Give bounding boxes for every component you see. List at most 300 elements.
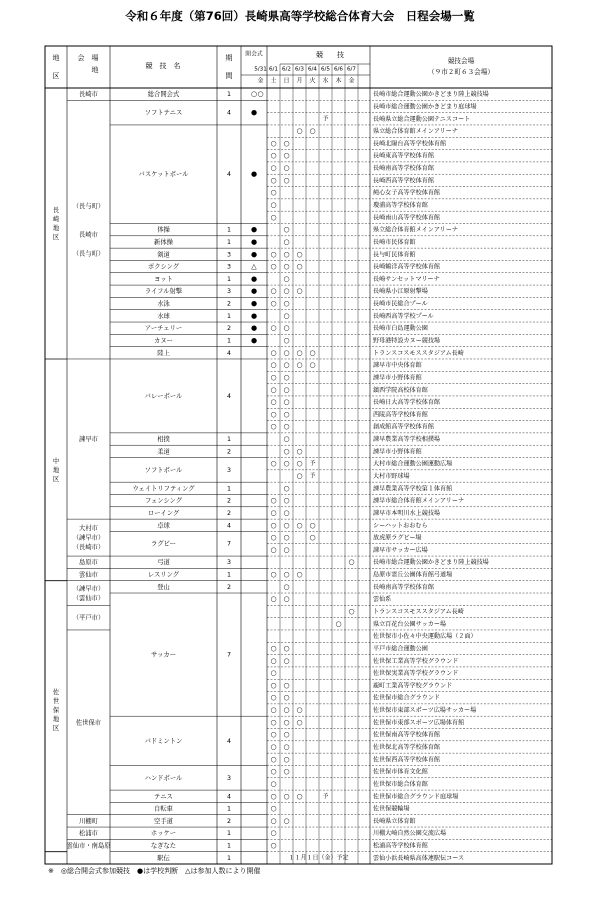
event-day-mark: ○	[348, 558, 355, 567]
event-day-mark: ○	[296, 521, 303, 530]
event-day-mark: ○	[296, 348, 303, 357]
sport-days: 7	[226, 540, 232, 548]
event-day-mark: ○	[270, 669, 277, 678]
event-day-mark: ○	[296, 447, 303, 456]
event-day-mark: ○	[283, 644, 290, 653]
event-day-mark: ○	[296, 250, 303, 259]
city-name: 諫早市	[79, 436, 98, 444]
venue-name: 長崎日大高等学校体育館	[373, 399, 441, 407]
sport-name: 体操	[157, 226, 170, 234]
venue-name: 長崎県立総合運動公園テニスコート	[373, 115, 471, 123]
sport-name: レスリング	[147, 571, 180, 579]
event-day-mark: ○	[270, 742, 277, 751]
venue-name: 諫早市総合体育館メインアリーナ	[373, 497, 465, 505]
header-weekday: 月	[296, 77, 303, 85]
event-day-mark: ○	[270, 792, 277, 801]
event-day-mark: ○	[283, 730, 290, 739]
event-day-mark: ○	[283, 225, 290, 234]
header-days: 期	[225, 54, 233, 62]
venue-name: 長崎県小江原射撃場	[373, 288, 428, 296]
venue-name: 雲仙小浜長崎県高体連駅伝コース	[373, 854, 465, 862]
sport-days: 4	[226, 109, 232, 117]
page-title: 令和６年度（第76回）長崎県高等学校総合体育大会 日程会場一覧	[125, 9, 475, 23]
opening-mark: ●	[250, 336, 258, 345]
venue-name: 長崎市総合運動公園かきどまり陸上競技場	[373, 91, 489, 99]
event-day-mark: ○	[283, 545, 290, 554]
area-label: 地	[52, 716, 60, 724]
sport-name: 登山	[157, 583, 170, 591]
venue-name: 県立総合体育館メインアリーナ	[373, 128, 458, 136]
event-day-mark: ○	[296, 262, 303, 271]
sport-days: 1	[226, 485, 232, 493]
venue-name: 諫早市中央体育館	[373, 362, 422, 370]
area-label: 長	[52, 206, 60, 214]
event-day-mark: ○	[270, 595, 277, 604]
sport-days: 3	[226, 466, 232, 474]
venue-name: 長崎県立体育館	[373, 817, 416, 825]
event-day-mark: ○	[270, 656, 277, 665]
event-day-mark: ○	[296, 472, 303, 480]
reserve-mark: 予	[309, 460, 316, 468]
venue-name: 長崎南高等学校体育館	[373, 165, 434, 173]
event-day-mark: ○	[283, 422, 290, 431]
row-note: １１月１日（金）予定	[288, 854, 349, 862]
event-day-mark: ○	[270, 718, 277, 727]
venue-name: 佐世保実業高等学校グラウンド	[373, 670, 459, 678]
header-date: 6/7	[346, 66, 357, 73]
event-day-mark: ○	[270, 299, 277, 308]
event-day-mark: ○	[283, 262, 290, 271]
event-day-mark: ○	[283, 521, 290, 530]
sport-name: 自転車	[154, 805, 173, 813]
event-day-mark: ○	[270, 410, 277, 419]
header-venue-title: 競技会場	[447, 57, 475, 65]
sport-days: 4	[226, 392, 232, 400]
area-label: 中	[52, 457, 60, 465]
venue-name: 諫早市サッカー広場	[373, 546, 428, 554]
header-weekday: 金	[348, 77, 355, 85]
sport-days: 2	[226, 300, 232, 308]
header-days: 間	[225, 72, 233, 80]
header-weekday: 土	[270, 77, 277, 85]
event-day-mark: ○	[283, 767, 290, 776]
venue-name: 佐世保工業高等学校グラウンド	[373, 657, 459, 665]
opening-mark: ○	[250, 90, 258, 99]
header-weekday: 日	[283, 77, 290, 85]
sport-name: ローイング	[147, 509, 180, 517]
venue-name: トランスコスモススタジアム長崎	[373, 349, 464, 357]
opening-mark: ●	[250, 311, 258, 320]
venue-name: 長与町民体育館	[373, 251, 416, 259]
sport-name: バレーボール	[144, 392, 183, 400]
venue-name: 佐世保市小佐々中央運動広場（２面）	[373, 633, 477, 641]
event-day-mark: ○	[309, 533, 316, 542]
city-name: 雲仙市・南島原	[66, 842, 111, 850]
sport-days: 7	[226, 651, 232, 659]
sport-name: 卓球	[157, 522, 170, 530]
sport-name: 空手道	[154, 817, 173, 825]
event-day-mark: ○	[283, 164, 290, 173]
event-day-mark: ○	[283, 570, 290, 579]
header-weekday: 金	[257, 77, 264, 85]
event-day-mark: ○	[296, 570, 303, 579]
event-day-mark: ○	[296, 718, 303, 727]
event-day-mark: ○	[283, 533, 290, 542]
sport-days: 1	[226, 571, 232, 579]
sport-name: 剣道	[157, 251, 170, 259]
sport-name: バドミントン	[144, 737, 183, 745]
city-name: （平戸市）	[72, 614, 105, 622]
area-label: 世	[52, 698, 60, 706]
venue-name: 長崎鶴洋高等学校体育館	[373, 263, 441, 271]
header-date: 6/5	[320, 66, 331, 73]
sport-days: 1	[226, 238, 232, 246]
sport-days: 2	[226, 325, 232, 333]
header-weekday: 火	[309, 77, 316, 85]
event-day-mark: ○	[270, 188, 277, 197]
venue-name: 佐世保市総合グラウンド	[373, 694, 441, 702]
header-venue-note: （９市２町６３会場）	[428, 68, 494, 76]
event-day-mark: ○	[283, 718, 290, 727]
event-day-mark: ○	[270, 779, 277, 788]
header-city: 地	[91, 66, 99, 74]
venue-name: 長崎南山高等学校体育館	[373, 214, 441, 222]
header-area: 地	[52, 54, 60, 62]
sport-days: 1	[226, 226, 232, 234]
sport-name: 水泳	[157, 300, 170, 308]
venue-name: 大村市野球場	[373, 473, 410, 480]
event-day-mark: ○	[257, 90, 264, 99]
city-name: 佐世保市	[75, 719, 102, 727]
event-day-mark: ○	[270, 841, 277, 850]
city-name: （諫早市）	[72, 534, 105, 542]
event-day-mark: ○	[270, 804, 277, 813]
sport-name: 弓道	[157, 559, 170, 567]
event-day-mark: ○	[283, 582, 290, 591]
event-day-mark: ○	[283, 693, 290, 702]
sport-name: ソフトテニス	[144, 109, 183, 117]
venue-name: 大村市総合運動公園運動広場	[373, 460, 453, 468]
venue-name: 県立総合体育館メインアリーナ	[373, 226, 458, 234]
venue-name: 西陵高等学校体育館	[373, 411, 428, 419]
venue-name: 長崎東高等学校体育館	[373, 152, 434, 160]
event-day-mark: ○	[270, 508, 277, 517]
venue-name: 諫早農業高等学校第１体育館	[373, 485, 453, 493]
event-day-mark: ○	[348, 607, 355, 616]
venue-name: 佐世保南高等学校体育館	[373, 731, 441, 739]
header-weekday: 水	[322, 77, 329, 85]
event-day-mark: ○	[283, 484, 290, 493]
opening-mark: ●	[250, 170, 258, 179]
event-day-mark: ○	[309, 127, 316, 136]
opening-mark: ●	[250, 287, 258, 296]
event-day-mark: ○	[309, 521, 316, 530]
sport-name: アーチェリー	[144, 325, 183, 333]
header-opening: 開会式	[245, 51, 263, 58]
venue-name: 長崎西高等学校体育館	[373, 177, 434, 185]
sport-name: 水球	[157, 312, 170, 320]
area-label: 佐	[52, 689, 60, 697]
venue-name: 雲仙系	[373, 596, 392, 604]
event-day-mark: ○	[270, 521, 277, 530]
event-day-mark: ○	[283, 681, 290, 690]
event-day-mark: ○	[283, 373, 290, 382]
sport-days: 3	[226, 263, 232, 271]
sport-days: 4	[226, 522, 232, 530]
venue-name: 長崎市白島運動公園	[373, 325, 428, 333]
event-day-mark: ○	[283, 287, 290, 296]
sport-days: 3	[226, 774, 232, 782]
event-day-mark: ○	[296, 459, 303, 468]
venue-name: 松浦高等学校体育館	[373, 842, 428, 850]
venue-name: 平戸市総合運動公園	[373, 645, 428, 653]
sport-days: 4	[226, 349, 232, 357]
venue-name: 諫早市小野体育館	[373, 374, 422, 382]
sport-days: 2	[226, 448, 232, 456]
city-name: （諫早市）	[72, 585, 105, 593]
sport-name: サッカー	[150, 651, 177, 659]
area-label: 保	[52, 707, 60, 715]
sport-name: ボクシング	[147, 263, 180, 271]
sport-days: 3	[226, 559, 232, 567]
venue-name: 長崎市総合運動公園かきどまり庭球場	[373, 103, 477, 111]
sport-name: 新体操	[154, 238, 173, 246]
venue-name: 創成館高等学校体育館	[373, 423, 434, 431]
venue-name: 放虎原ラグビー場	[373, 534, 422, 542]
header-date: 6/1	[268, 66, 279, 73]
event-day-mark: ○	[283, 385, 290, 394]
venue-name: 長崎西高等学校プール	[373, 312, 434, 320]
event-day-mark: ○	[283, 816, 290, 825]
event-day-mark: ○	[270, 545, 277, 554]
header-sport: 競 技 名	[145, 62, 181, 70]
opening-mark: ●	[250, 250, 258, 259]
event-day-mark: ○	[270, 201, 277, 210]
venue-name: 長崎南高等学校体育館	[373, 583, 434, 591]
opening-mark: ●	[250, 324, 258, 333]
event-day-mark: ○	[270, 385, 277, 394]
event-day-mark: ○	[270, 693, 277, 702]
city-name: 長崎市	[79, 231, 98, 239]
header-date: 5/31	[254, 66, 267, 73]
event-day-mark: ○	[270, 681, 277, 690]
header-date: 6/6	[333, 66, 344, 73]
venue-name: 諫早市小野体育館	[373, 448, 422, 456]
sport-name: 駅伝	[157, 854, 170, 862]
opening-mark: ●	[250, 237, 258, 246]
sport-days: 1	[226, 830, 232, 838]
event-day-mark: ○	[296, 361, 303, 370]
area-label: 地	[52, 466, 60, 474]
reserve-mark: 予	[309, 472, 316, 480]
event-day-mark: ○	[283, 139, 290, 148]
venue-name: 佐世保市総合体育館	[373, 780, 428, 788]
sport-name: ホッケー	[150, 830, 177, 838]
sport-name: テニス	[154, 793, 173, 801]
sport-days: 2	[226, 509, 232, 517]
venue-name: 鹿町工業高等学校グラウンド	[373, 682, 453, 690]
event-day-mark: ○	[270, 767, 277, 776]
opening-mark: ●	[250, 108, 258, 117]
sport-days: 1	[226, 91, 232, 99]
venue-name: 佐世保市総合グラウンド庭球場	[373, 793, 459, 801]
sport-name: フェンシング	[144, 497, 183, 505]
event-day-mark: ○	[335, 619, 342, 628]
venue-name: 長崎サンセットマリーナ	[373, 275, 440, 283]
sport-days: 1	[226, 805, 232, 813]
sport-name: ヨット	[154, 275, 173, 283]
city-name: 長崎市	[79, 91, 98, 99]
event-day-mark: ○	[283, 176, 290, 185]
sport-name: ハンドボール	[144, 774, 183, 782]
opening-mark: ●	[250, 274, 258, 283]
city-name: 川棚町	[79, 817, 98, 825]
event-day-mark: ○	[309, 361, 316, 370]
sport-name: カヌー	[154, 337, 173, 345]
venue-name: 瓊浦高等学校体育館	[373, 202, 428, 210]
event-day-mark: ○	[270, 730, 277, 739]
city-name: 大村市	[79, 525, 98, 533]
event-day-mark: ○	[270, 361, 277, 370]
venue-name: 諫早農業高等学校相撲場	[373, 436, 441, 444]
event-day-mark: ○	[283, 324, 290, 333]
sport-days: 3	[226, 288, 232, 296]
header-date: 6/3	[294, 66, 305, 73]
header-kyogi: 競 技	[316, 51, 344, 59]
event-day-mark: ○	[296, 127, 303, 136]
event-day-mark: ○	[296, 287, 303, 296]
venue-name: 長崎市総合運動公園かきどまり陸上競技場	[373, 559, 489, 567]
event-day-mark: ○	[270, 816, 277, 825]
opening-mark: ●	[250, 225, 258, 234]
reserve-mark: 予	[322, 115, 329, 123]
venue-name: 佐世保市東部スポーツ広場体育館	[373, 719, 465, 727]
sport-name: なぎなた	[150, 842, 177, 850]
opening-mark: △	[251, 262, 257, 271]
city-name: （長与町）	[72, 202, 105, 210]
event-day-mark: ○	[270, 262, 277, 271]
sport-days: 2	[226, 497, 232, 505]
area-label: 区	[52, 475, 60, 483]
event-day-mark: ○	[270, 164, 277, 173]
event-day-mark: ○	[283, 459, 290, 468]
event-day-mark: ○	[283, 792, 290, 801]
venue-name: 川棚大崎自然公園交流広場	[373, 830, 447, 838]
event-day-mark: ○	[296, 706, 303, 715]
event-day-mark: ○	[270, 151, 277, 160]
venue-name: 島原市霊丘公園体育館弓道場	[373, 571, 453, 579]
sport-name: 相撲	[157, 436, 170, 444]
venue-name: 県立百花台公園サッカー場	[373, 620, 447, 628]
sport-name: 柔道	[157, 448, 170, 456]
city-name: 島原市	[79, 559, 98, 567]
sport-name: ソフトボール	[144, 466, 183, 474]
event-day-mark: ○	[270, 496, 277, 505]
venue-name: 長崎市民体育館	[373, 238, 416, 246]
venue-name: 佐世保市体育文化館	[373, 768, 428, 776]
event-day-mark: ○	[270, 533, 277, 542]
event-day-mark: ○	[283, 595, 290, 604]
sport-name: バスケットボール	[138, 171, 189, 179]
event-day-mark: ○	[270, 706, 277, 715]
sport-days: 4	[226, 171, 232, 179]
sport-days: 3	[226, 251, 232, 259]
area-label: 崎	[52, 215, 60, 223]
event-day-mark: ○	[309, 348, 316, 357]
footnote: ※ ◎総合開会式参加競技 ●は学校判断 △は参加人数により開催	[48, 867, 261, 875]
header-area: 区	[52, 72, 60, 80]
sport-days: 1	[226, 312, 232, 320]
header-weekday: 木	[335, 77, 342, 85]
event-day-mark: ○	[283, 496, 290, 505]
header-city: 会 場	[77, 54, 99, 62]
venue-name: 鎮西学院高校体育館	[373, 386, 428, 394]
venue-name: 佐世保市東部スポーツ広場サッカー場	[373, 707, 477, 715]
event-day-mark: ○	[270, 570, 277, 579]
event-day-mark: ○	[283, 311, 290, 320]
area-label: 地	[52, 224, 60, 232]
event-day-mark: ○	[283, 706, 290, 715]
event-day-mark: ○	[283, 742, 290, 751]
event-day-mark: ○	[283, 447, 290, 456]
sport-days: 2	[226, 583, 232, 591]
event-day-mark: ○	[283, 508, 290, 517]
city-name: （長崎市）	[72, 544, 105, 552]
city-name: （雲仙市）	[72, 594, 105, 602]
venue-name: シーハットおおむら	[373, 522, 428, 530]
event-day-mark: ○	[283, 398, 290, 407]
sport-name: ラグビー	[151, 540, 176, 548]
event-day-mark: ○	[270, 398, 277, 407]
event-day-mark: ○	[270, 459, 277, 468]
sport-name: ウェイトリフティング	[132, 485, 195, 493]
header-date: 6/4	[307, 66, 318, 73]
event-day-mark: ○	[283, 361, 290, 370]
event-day-mark: ○	[270, 755, 277, 764]
event-day-mark: ○	[270, 644, 277, 653]
event-day-mark: ○	[270, 213, 277, 222]
sport-days: 1	[226, 275, 232, 283]
sport-days: 2	[226, 817, 232, 825]
event-day-mark: ○	[270, 287, 277, 296]
event-day-mark: ○	[283, 250, 290, 259]
venue-name: 純心女子高等学校体育館	[373, 189, 441, 197]
venue-name: 諫早市本明川水上競技場	[373, 509, 441, 517]
area-label: 区	[52, 725, 60, 733]
venue-name: 佐世保競輪場	[373, 805, 410, 813]
opening-mark: ●	[250, 299, 258, 308]
event-day-mark: ○	[270, 829, 277, 838]
event-day-mark: ○	[270, 250, 277, 259]
venue-name: 野母港特設カヌー競技場	[373, 337, 441, 345]
event-day-mark: ○	[270, 139, 277, 148]
event-day-mark: ○	[283, 299, 290, 308]
venue-name: 長崎北陽台高等学校体育館	[373, 140, 447, 148]
event-day-mark: ○	[270, 373, 277, 382]
city-name: 雲仙市	[79, 571, 98, 579]
event-day-mark: ○	[270, 176, 277, 185]
event-day-mark: ○	[283, 755, 290, 764]
event-day-mark: ○	[270, 348, 277, 357]
event-day-mark: ○	[283, 151, 290, 160]
event-day-mark: ○	[283, 410, 290, 419]
venue-name: 長崎市民総合プール	[373, 300, 428, 308]
sport-days: 1	[226, 337, 232, 345]
event-day-mark: ○	[283, 435, 290, 444]
sport-name: 陸上	[157, 349, 170, 357]
sport-days: 4	[226, 793, 232, 801]
event-day-mark: ○	[270, 324, 277, 333]
